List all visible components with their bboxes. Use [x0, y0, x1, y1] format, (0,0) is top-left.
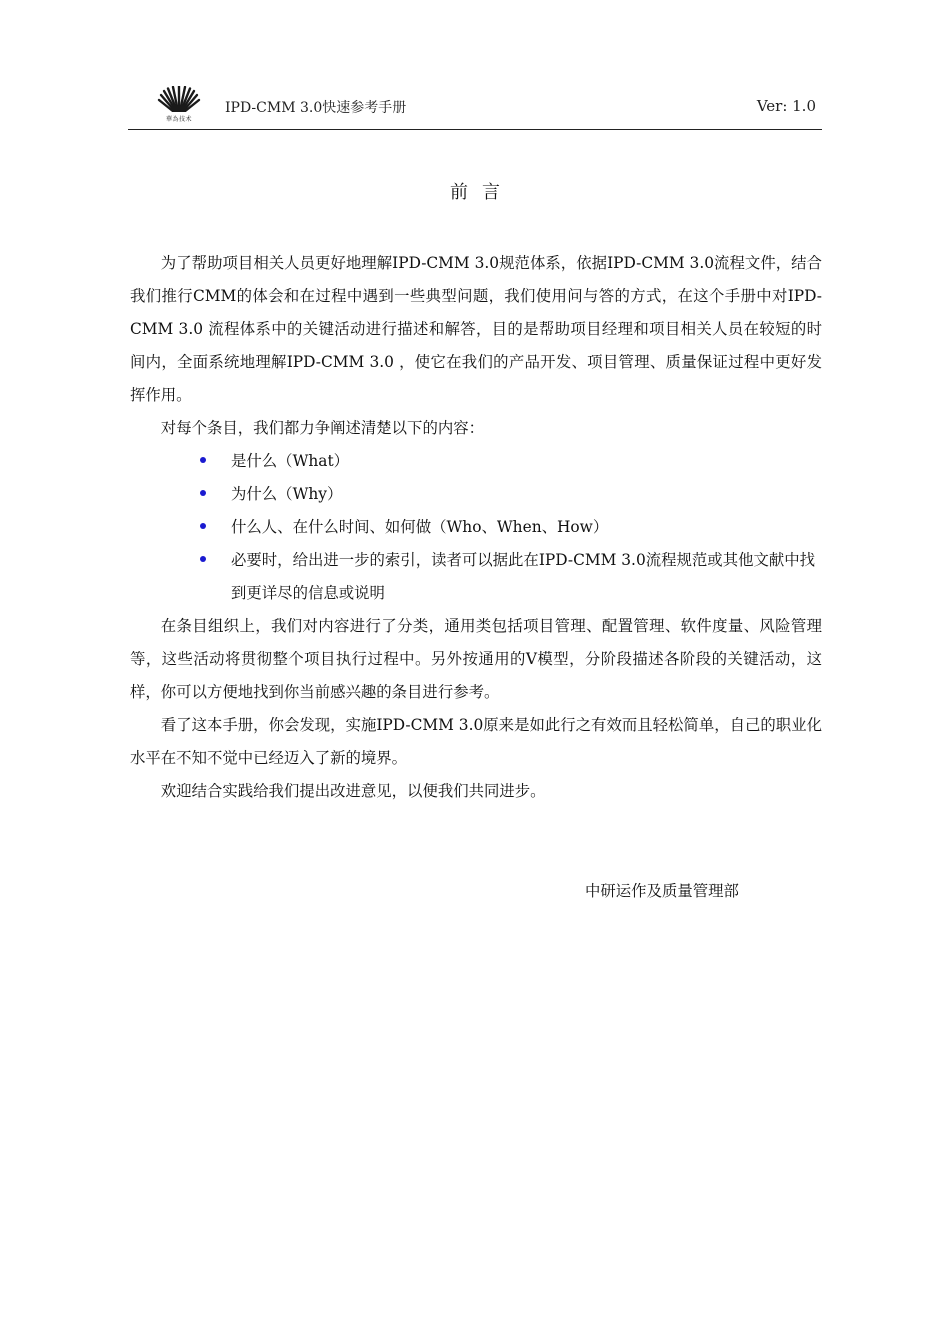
list-item [231, 544, 822, 610]
logo-text: 華為技术 [165, 116, 192, 123]
paragraph-feedback: 欢迎结合实践给我们提出改进意见，以便我们共同进步。 [160, 782, 546, 800]
list-item-text: 是什么（What） [231, 452, 350, 470]
company-logo [156, 86, 202, 126]
list-item-text: 什么人、在什么时间、如何做（Who、When、How） [231, 518, 609, 536]
bullet-dot-icon [200, 490, 206, 496]
page-title: 前言 [450, 182, 514, 203]
paragraph-organization: 在条目组织上，我们对内容进行了分类，通用类包括项目管理、配置管理、软件度量、风险管理等，这些活动将贯彻整个项目执行过程中。另外按通用的V模型，分阶段描述各阶段的关键活动，这样，你可以方便地找到你当前感兴趣的条目进行参考。 [130, 617, 822, 701]
list-item [231, 478, 822, 511]
signature-department: 中研运作及质量管理部 [585, 882, 739, 900]
paragraph-intro: 为了帮助项目相关人员更好地理解IPD-CMM 3.0规范体系，依据IPD-CMM 3.0流程文件，结合我们推行CMM的体会和在过程中遇到一些典型问题，我们使用问与答的方式，在这个手册中对IPD-CMM 3.0 流程体系中的关键活动进行描述和解答，目的是帮助项目经理和项目相关人员在较短的时间内，全面系统地理解IPD-CMM 3.0 ，使它在我们的产品开发、项目管理、质量保证过程中更好发挥作用。 [130, 254, 822, 404]
list-item [231, 511, 822, 544]
bullet-dot-icon [200, 457, 206, 463]
paragraph-benefit: 看了这本手册，你会发现，实施IPD-CMM 3.0原来是如此行之有效而且轻松简单，自己的职业化水平在不知不觉中已经迈入了新的境界。 [130, 716, 822, 767]
header-title: IPD-CMM 3.0快速参考手册 [225, 100, 407, 116]
document-body [130, 247, 822, 808]
header-version: Ver: 1.0 [756, 97, 816, 115]
sunburst-logo-icon [156, 86, 202, 118]
bullet-list [130, 445, 822, 610]
list-item-text: 为什么（Why） [231, 485, 343, 503]
list-item [231, 445, 822, 478]
paragraph-list-lead: 对每个条目，我们都力争阐述清楚以下的内容： [160, 419, 485, 437]
list-item-text: 必要时，给出进一步的索引，读者可以据此在IPD-CMM 3.0流程规范或其他文献中找到更详尽的信息或说明 [231, 551, 816, 602]
bullet-dot-icon [200, 556, 206, 562]
page-header [128, 84, 822, 130]
bullet-dot-icon [200, 523, 206, 529]
